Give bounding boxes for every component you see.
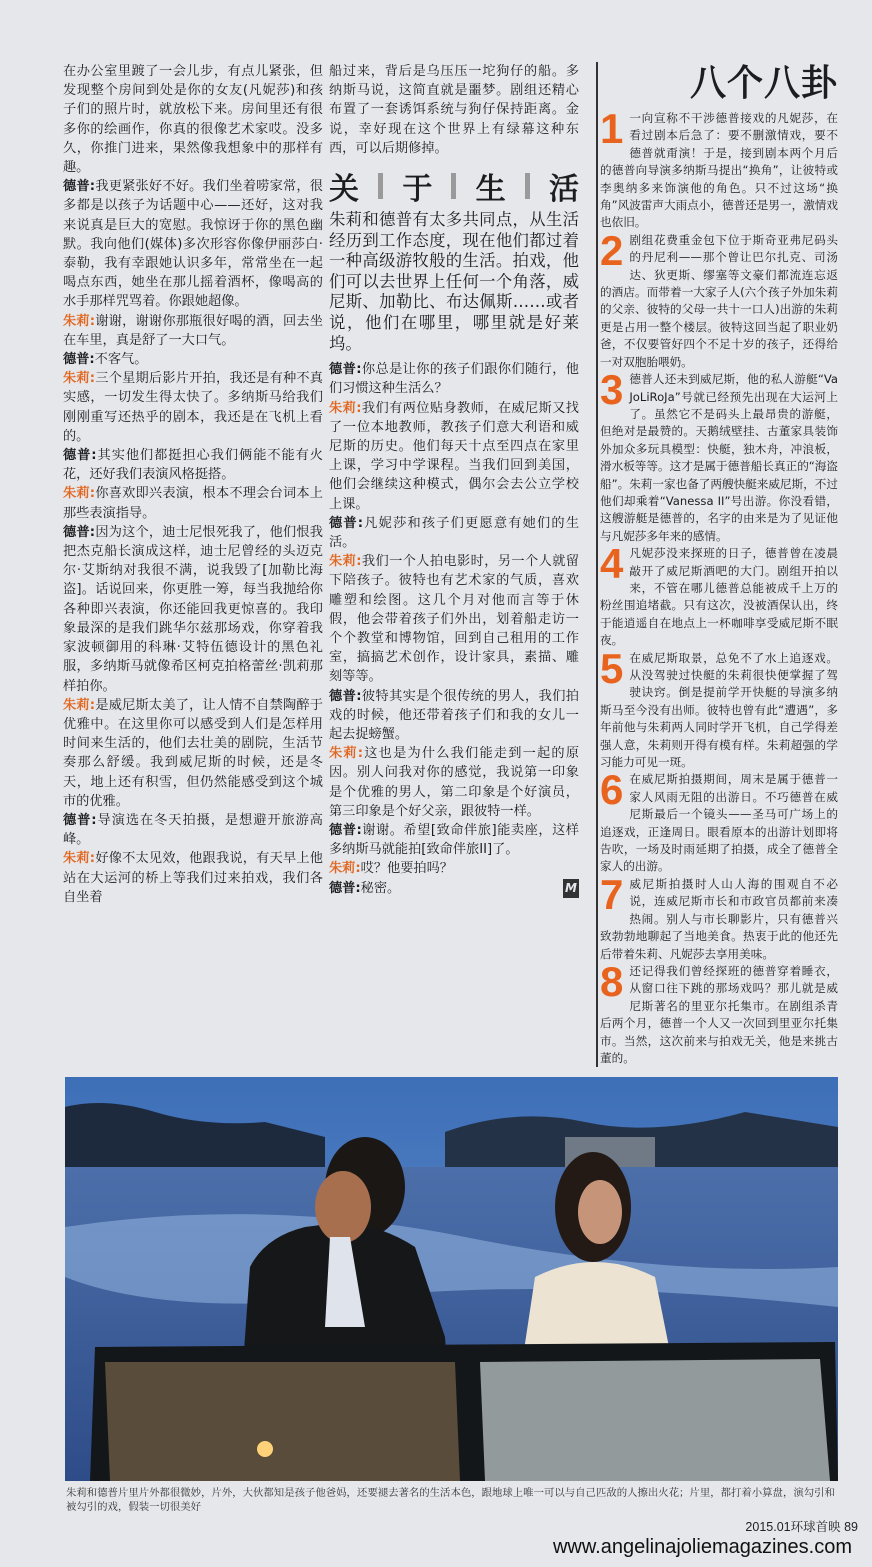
dialogue-line (329, 859, 579, 878)
photo-caption: 朱莉和德普片里片外都很微妙，片外，大伙都知是孩子他爸妈，还要褪去著名的生活本色，跟地球上唯一可以与自己匹敌的人擦出火花；片里，都打着小算盘，演勾引和被勾引的戏，假装一切很美好 (66, 1487, 835, 1513)
dialogue-line (63, 811, 323, 849)
dialogue-text: 导演选在冬天拍摄，是想避开旅游高峰。 (63, 812, 323, 848)
heading-char: 活 (548, 172, 579, 208)
dialogue-text: 不客气。 (94, 352, 148, 368)
item-text: 德普人还未到威尼斯，他的私人游艇“VaJoLiRoJa”号就已经预先出现在大运河上了。虽然它不是码头上最昂贵的游艇，但绝对是最赞的。天鹅绒壁挂、古董家具装饰外加众多玩具模型：快艇，独木舟，冲浪板，滑水板等等。这才是属于德普船长真正的“海盗船”。朱莉一家也备了两艘快艇来威尼斯，不过他们却乘着“Vanessa II”号出游。你没看错，这艘游艇是德普的，名字的由来是为了见证他与凡妮莎多年来的感情。 (600, 372, 838, 543)
gossip-sidebar (596, 62, 838, 1067)
dialogue-line (329, 399, 579, 514)
speaker-label: 德普: (329, 823, 362, 839)
item-text: 剧组花费重金包下位于斯奇亚弗尼码头的丹尼利——那个曾让巴尔扎克、司汤达、狄更斯、缪塞等文豪们都流连忘返的酒店。而带着一大家子人(六个孩子外加朱莉的父亲、彼特的父母一共十一口人)出游的朱莉更是占用一整个楼层。彼特这回当起了职业奶爸，不仅要管好四个不足十岁的孩子，还得给一对双胞胎喂奶。 (600, 232, 838, 369)
dialogue-text: 秘密。 (360, 880, 401, 896)
dialogue-line (329, 744, 579, 821)
gossip-item (600, 545, 838, 649)
dialogue-text: 我更紧张好不好。我们坐着唠家常，很多都是以孩子为话题中心——还好，这对我来说真是巨大的宽慰。我惊讶于你的黑色幽默。我向他们(媒体)多次形容你像伊丽莎白·泰勒，我有幸跟她认识多年，常常坐在一起喝点东西，她坐在那儿摇着酒杯，像喝高的水手那样咒骂着。你跟她超像。 (63, 179, 323, 310)
gossip-item (600, 650, 838, 772)
speaker-label: 德普: (63, 524, 96, 540)
heading-divider (451, 173, 456, 199)
item-number: 3 (600, 371, 624, 414)
item-number: 6 (600, 771, 624, 814)
dialogue-text: 谢谢，谢谢你那瓶很好喝的酒，回去坐在车里，真是舒了一大口气。 (63, 313, 323, 348)
dialogue-line (63, 484, 323, 522)
item-number: 8 (600, 962, 624, 1005)
gossip-list (598, 110, 838, 1067)
speaker-label: 德普: (329, 688, 362, 704)
speaker-label: 朱莉: (63, 697, 96, 713)
dialogue-list (329, 360, 579, 898)
dialogue-line (63, 849, 323, 907)
item-text: 一向宣称不干涉德普接戏的凡妮莎，在看过剧本后急了：要不删激情戏，要不德普就甭演！于是，接到剧本两个月后的德普向导演多纳斯马提出“换角”，让彼特或李奥纳多来饰演他的角色。只不过这场“换角”风波雷声大雨点小，德普还是男一，激情戏也依旧。 (600, 111, 838, 230)
gossip-item (600, 963, 838, 1067)
heading-divider (378, 173, 383, 199)
boat-scene-image (65, 1077, 838, 1481)
sidebar-title: 八个八卦 (689, 63, 838, 104)
continuation-paragraph: 船过来，背后是乌压压一坨狗仔的船。多纳斯马说，这简直就是噩梦。剧组还精心布置了一套诱饵系统与狗仔保持距离。金说，幸好现在这个世界上有绿幕这种东西，可以后期修掉。 (329, 64, 579, 156)
gossip-item (600, 876, 838, 963)
speaker-label: 德普: (63, 179, 96, 195)
page-footer (0, 1520, 858, 1535)
intro-paragraph: 在办公室里踱了一会儿步，有点儿紧张，但发现整个房间到处是你的女友(凡妮莎)和孩子们的照片时，就放松下来。房间里还有很多你的绘画作，你真的很像艺术家哎。没多久，你推门进来，果然像我想象中的那样有趣。 (63, 64, 323, 176)
item-number: 5 (600, 649, 624, 692)
speaker-label: 朱莉: (329, 746, 364, 762)
item-number: 2 (600, 231, 624, 274)
dialogue-line (63, 523, 323, 696)
item-text: 还记得我们曾经探班的德普穿着睡衣，从窗口往下跳的那场戏吗？那儿就是威尼斯著名的里亚尔托集市。在剧组杀青后两个月，德普一个人又一次回到里亚尔托集市。当然，这次前来与拍戏无关，他是来挑古董的。 (600, 963, 838, 1065)
dialogue-text: 三个星期后影片开拍，我还是有种不真实感，一切发生得太快了。多纳斯马给我们刚刚重写还热乎的剧本，我还是在飞机上看的。 (63, 371, 323, 444)
dialogue-text: 我们一个人拍电影时，另一个人就留下陪孩子。彼特也有艺术家的气质，喜欢雕塑和绘图。这几个月对他而言等于休假，他会带着孩子们外出，划着船走访一个个教堂和博物馆，回到自己租用的工作室，搞搞艺术创作，设计家具，素描、雕刻等等。 (329, 554, 579, 685)
dialogue-list (63, 177, 323, 907)
item-number: 4 (600, 545, 624, 588)
column-2 (329, 62, 579, 898)
item-number: 1 (600, 110, 624, 152)
column-1 (63, 62, 323, 907)
dialogue-text: 你喜欢即兴表演，根本不理会台词本上那些表演指导。 (63, 486, 323, 521)
dialogue-text: 谢谢。希望[致命伴旅]能卖座，这样多纳斯马就能拍[致命伴旅II]了。 (329, 823, 579, 858)
dialogue-text: 好像不太见效，他跟我说，有天早上他站在大运河的桥上等我们过来拍戏，我们各自坐着 (63, 851, 323, 905)
heading-char: 关 (329, 172, 359, 208)
dialogue-line (329, 687, 579, 745)
page-number: 89 (844, 1520, 858, 1534)
speaker-label: 朱莉: (329, 861, 361, 877)
gossip-item (600, 232, 838, 371)
speaker-label: 德普: (63, 352, 95, 368)
speaker-label: 朱莉: (63, 313, 96, 329)
dialogue-text: 是威尼斯太美了，让人情不自禁陶醉于优雅中。在这里你可以感受到人们是怎样用时间来生活的，他们去壮美的剧院，生活节奏那么舒缓。我到威尼斯的时候，还是冬天，地上还有积雪，但仍然能感受到这个城市的优雅。 (63, 697, 323, 809)
speaker-label: 朱莉: (63, 486, 96, 502)
dialogue-text: 你总是让你的孩子们跟你们随行，他们习惯这种生活么？ (329, 362, 579, 397)
dialogue-text: 因为这个，迪士尼恨死我了，他们恨我把杰克船长演成这样，迪士尼曾经的头迈克尔·艾斯纳对我很不满，说我毁了[加勒比海盗]。话说回来，你更胜一筹，每当我抛给你各种即兴表演，你还能回我更惊喜的。我印象最深的是我们跳华尔兹那场戏，你穿着我家波顿御用的科琳·艾特伍德设计的黑色礼服，多纳斯马就像希区柯克拍格蕾丝·凯莉那样拍你。 (63, 524, 323, 694)
speaker-label: 德普: (329, 515, 364, 531)
dialogue-text: 我们有两位贴身教师，在威尼斯又找了一位本地教师，教孩子们意大利语和威尼斯的历史。他们每天十点至四点在家里上课，学习中学课程。当我们回到美国，他们会继续这种模式，偶尔会去公立学校上课。 (329, 400, 579, 512)
heading-char: 生 (475, 172, 506, 208)
dialogue-line (63, 446, 323, 484)
dialogue-text: 哎？他要拍吗？ (360, 861, 453, 877)
speaker-label: 德普: (63, 448, 97, 464)
dialogue-line (63, 177, 323, 311)
end-mark: M (563, 879, 579, 898)
item-text: 凡妮莎没来探班的日子，德普曾在凌晨敲开了威尼斯酒吧的大门。剧组开拍以来，不管在哪儿德普总能被成千上万的粉丝围追堵截。只有这次，没被酒保认出，终于能逍遥自在地点上一杯咖啡享受威尼斯不眠夜。 (600, 546, 838, 648)
gossip-item (600, 110, 838, 232)
dialogue-line (329, 552, 579, 686)
gossip-item (600, 771, 838, 875)
dialogue-line (63, 696, 323, 811)
heading-divider (525, 173, 530, 199)
dialogue-text: 其实他们都挺担心我们俩能不能有火花，还好我们表演风格挺搭。 (63, 448, 323, 483)
speaker-label: 朱莉: (329, 400, 362, 416)
speaker-label: 朱莉: (329, 554, 362, 570)
section-heading (329, 166, 579, 206)
item-text: 在威尼斯取景，总免不了水上追逐戏。从没驾驶过快艇的朱莉很快便掌握了驾驶诀窍。倒是提前学开快艇的导演多纳斯马至今没有出师。彼特也曾有此“遭遇”，多年前他与朱莉两人同时学开飞机，自己学得差强人意，朱莉则开得有模有样。朱莉超强的学习能力可见一斑。 (600, 650, 838, 770)
dialogue-line (63, 312, 323, 350)
photo-section (0, 1077, 872, 1567)
feature-photo (65, 1077, 838, 1481)
heading-char: 于 (402, 172, 433, 208)
dialogue-text: 这也是为什么我们能走到一起的原因。别人问我对你的感觉，我说第一印象是个优雅的男人，第二印象是个好演员，第三印象是个好父亲，跟彼特一样。 (329, 746, 580, 819)
dialogue-line (329, 879, 579, 898)
item-number: 7 (600, 875, 624, 918)
issue-label: 2015.01环球首映 (745, 1520, 841, 1534)
speaker-label: 朱莉: (63, 851, 96, 867)
section-lead: 朱莉和德普有太多共同点，从生活经历到工作态度，现在他们都过着一种高级游牧般的生活。拍戏，他们可以去世界上任何一个角落，威尼斯、加勒比、布达佩斯……或者说，他们在哪里，哪里就是好莱坞。 (329, 210, 579, 353)
dialogue-line (329, 514, 579, 552)
website-watermark: www.angelinajoliemagazines.com (552, 1536, 852, 1558)
dialogue-line (63, 369, 323, 446)
dialogue-line (63, 350, 323, 369)
speaker-label: 朱莉: (63, 371, 96, 387)
item-text: 威尼斯拍摄时人山人海的围观自不必说，连威尼斯市长和市政官员都前来凑热闹。别人与市长聊影片，只有德普兴致勃勃地聊起了当地美食。热衷于此的他还先后带着朱莉、凡妮莎去享用美味。 (600, 876, 838, 961)
gossip-item (600, 371, 838, 545)
dialogue-text: 凡妮莎和孩子们更愿意有她们的生活。 (329, 515, 580, 550)
speaker-label: 德普: (329, 362, 362, 378)
item-text: 在威尼斯拍摄期间，周末是属于德普一家人风雨无阻的出游日。不巧德普在威尼斯最后一个镜头——圣马可广场上的追逐戏，正逢周日。眼看原本的出游计划即将告吹，一场及时雨延期了拍摄，成全了德普全家人的出游。 (600, 772, 838, 874)
speaker-label: 德普: (329, 880, 361, 896)
dialogue-line (329, 821, 579, 859)
speaker-label: 德普: (63, 812, 97, 828)
dialogue-text: 彼特其实是个很传统的男人，我们拍戏的时候，他还带着孩子们和我的女儿一起去捉螃蟹。 (329, 688, 579, 743)
dialogue-line (329, 360, 579, 398)
